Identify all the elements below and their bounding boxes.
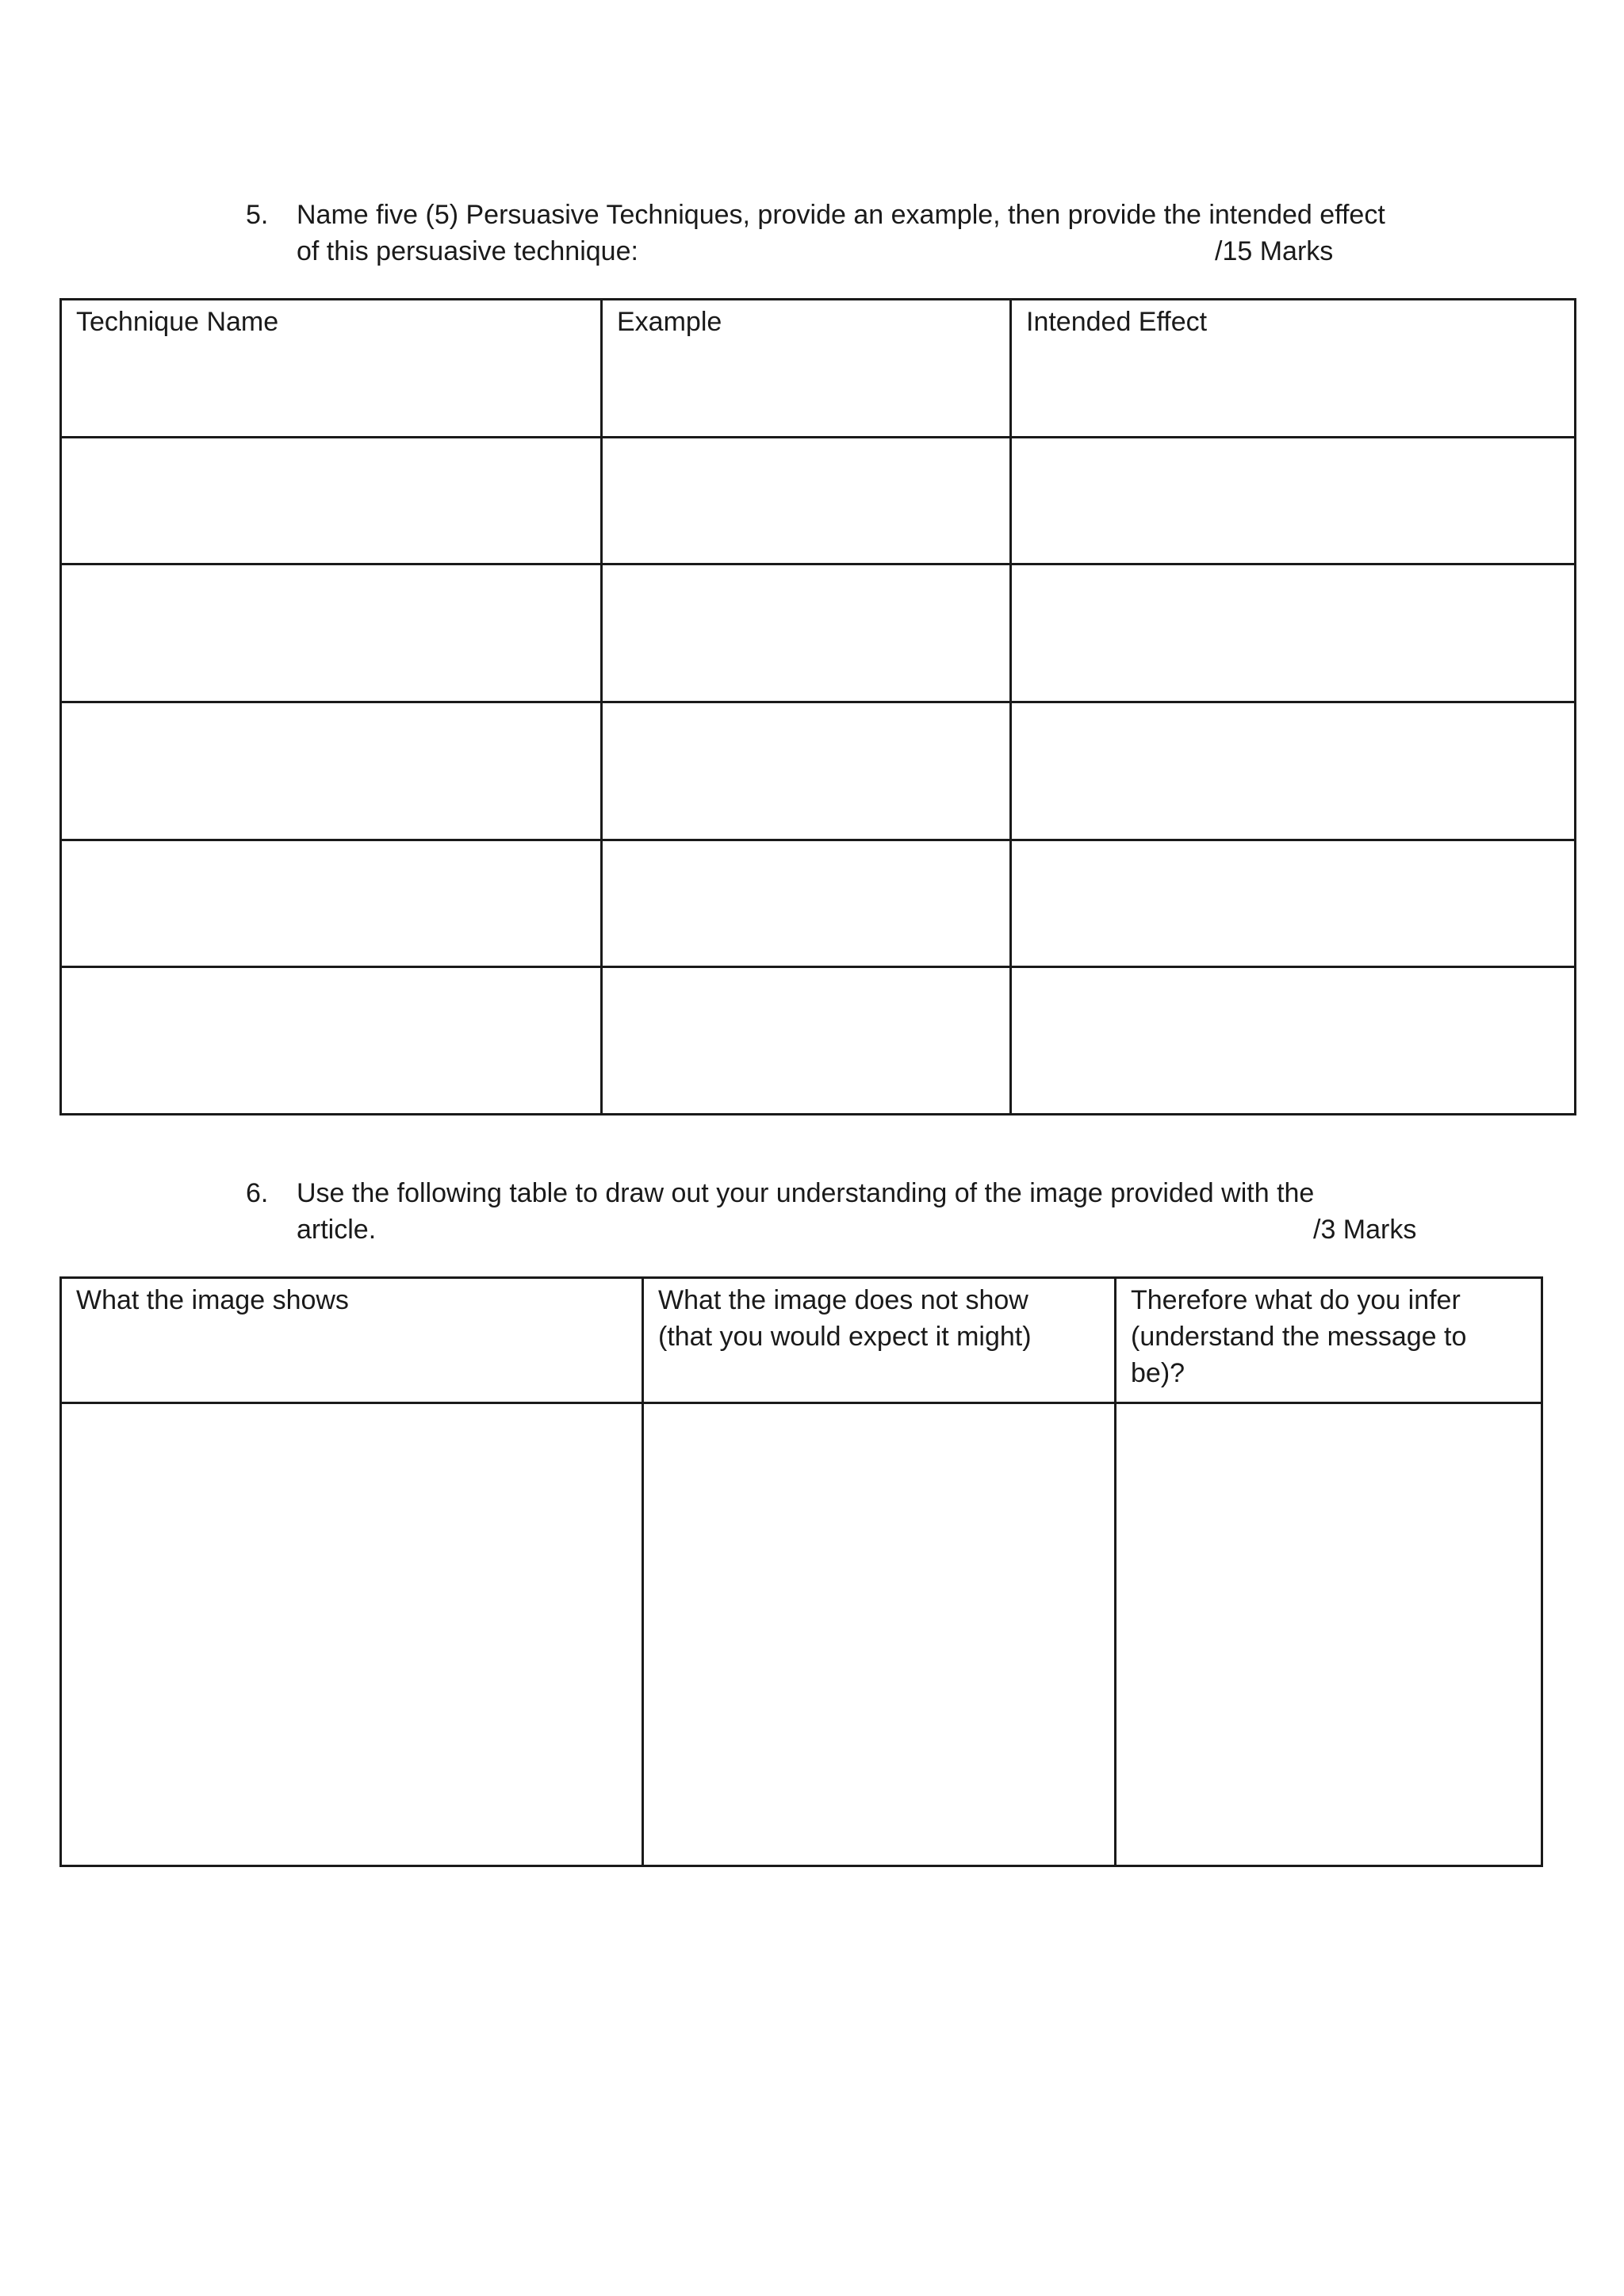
intended-effect-cell[interactable] [1011,438,1576,564]
technique-name-cell[interactable] [61,564,602,702]
header-col2-line-2: (that you would expect it might) [658,1322,1032,1352]
header-col3-line-1: Therefore what do you infer [1131,1285,1461,1315]
question-5-marks: /15 Marks [1215,236,1334,266]
technique-name-cell[interactable] [61,438,602,564]
question-5 [246,197,1435,273]
header-technique-name: Technique Name [61,300,602,438]
header-col3-line-3: be)? [1131,1358,1185,1388]
question-6 [246,1175,1435,1251]
example-cell[interactable] [602,840,1011,967]
technique-name-cell[interactable] [61,702,602,840]
table-row [61,1403,1542,1866]
technique-name-cell[interactable] [61,840,602,967]
question-6-text-line-1: Use the following table to draw out your understanding of the image provided with the [297,1178,1315,1208]
example-cell[interactable] [602,967,1011,1115]
header-what-image-does-not-show [643,1278,1116,1403]
question-5-number: 5. [246,200,269,230]
header-example: Example [602,300,1011,438]
example-cell[interactable] [602,702,1011,840]
what-image-does-not-show-cell[interactable] [643,1403,1116,1866]
header-col3-line-2: (understand the message to [1131,1322,1467,1352]
question-6-number: 6. [246,1178,269,1208]
header-intended-effect: Intended Effect [1011,300,1576,438]
question-6-marks: /3 Marks [1313,1215,1417,1245]
technique-name-cell[interactable] [61,967,602,1115]
question-6-text-line-2: article. [297,1215,377,1245]
intended-effect-cell[interactable] [1011,967,1576,1115]
table-row [61,564,1576,702]
table-row [61,840,1576,967]
persuasive-techniques-table [59,298,1576,1115]
inference-cell[interactable] [1116,1403,1542,1866]
table-header-row [61,1278,1542,1403]
intended-effect-cell[interactable] [1011,564,1576,702]
example-cell[interactable] [602,564,1011,702]
header-what-image-shows [61,1278,643,1403]
intended-effect-cell[interactable] [1011,840,1576,967]
header-what-do-you-infer [1116,1278,1542,1403]
header-col2-line-1: What the image does not show [658,1285,1028,1315]
header-what-image-shows-text: What the image shows [76,1285,349,1315]
what-image-shows-cell[interactable] [61,1403,643,1866]
table-row [61,702,1576,840]
question-5-text-line-1: Name five (5) Persuasive Techniques, provide an example, then provide the intended effect [297,200,1385,230]
table-row [61,967,1576,1115]
question-5-text-line-2: of this persuasive technique: [297,236,638,266]
image-understanding-table [59,1276,1543,1867]
table-row [61,438,1576,564]
table-header-row [61,300,1576,438]
example-cell[interactable] [602,438,1011,564]
intended-effect-cell[interactable] [1011,702,1576,840]
